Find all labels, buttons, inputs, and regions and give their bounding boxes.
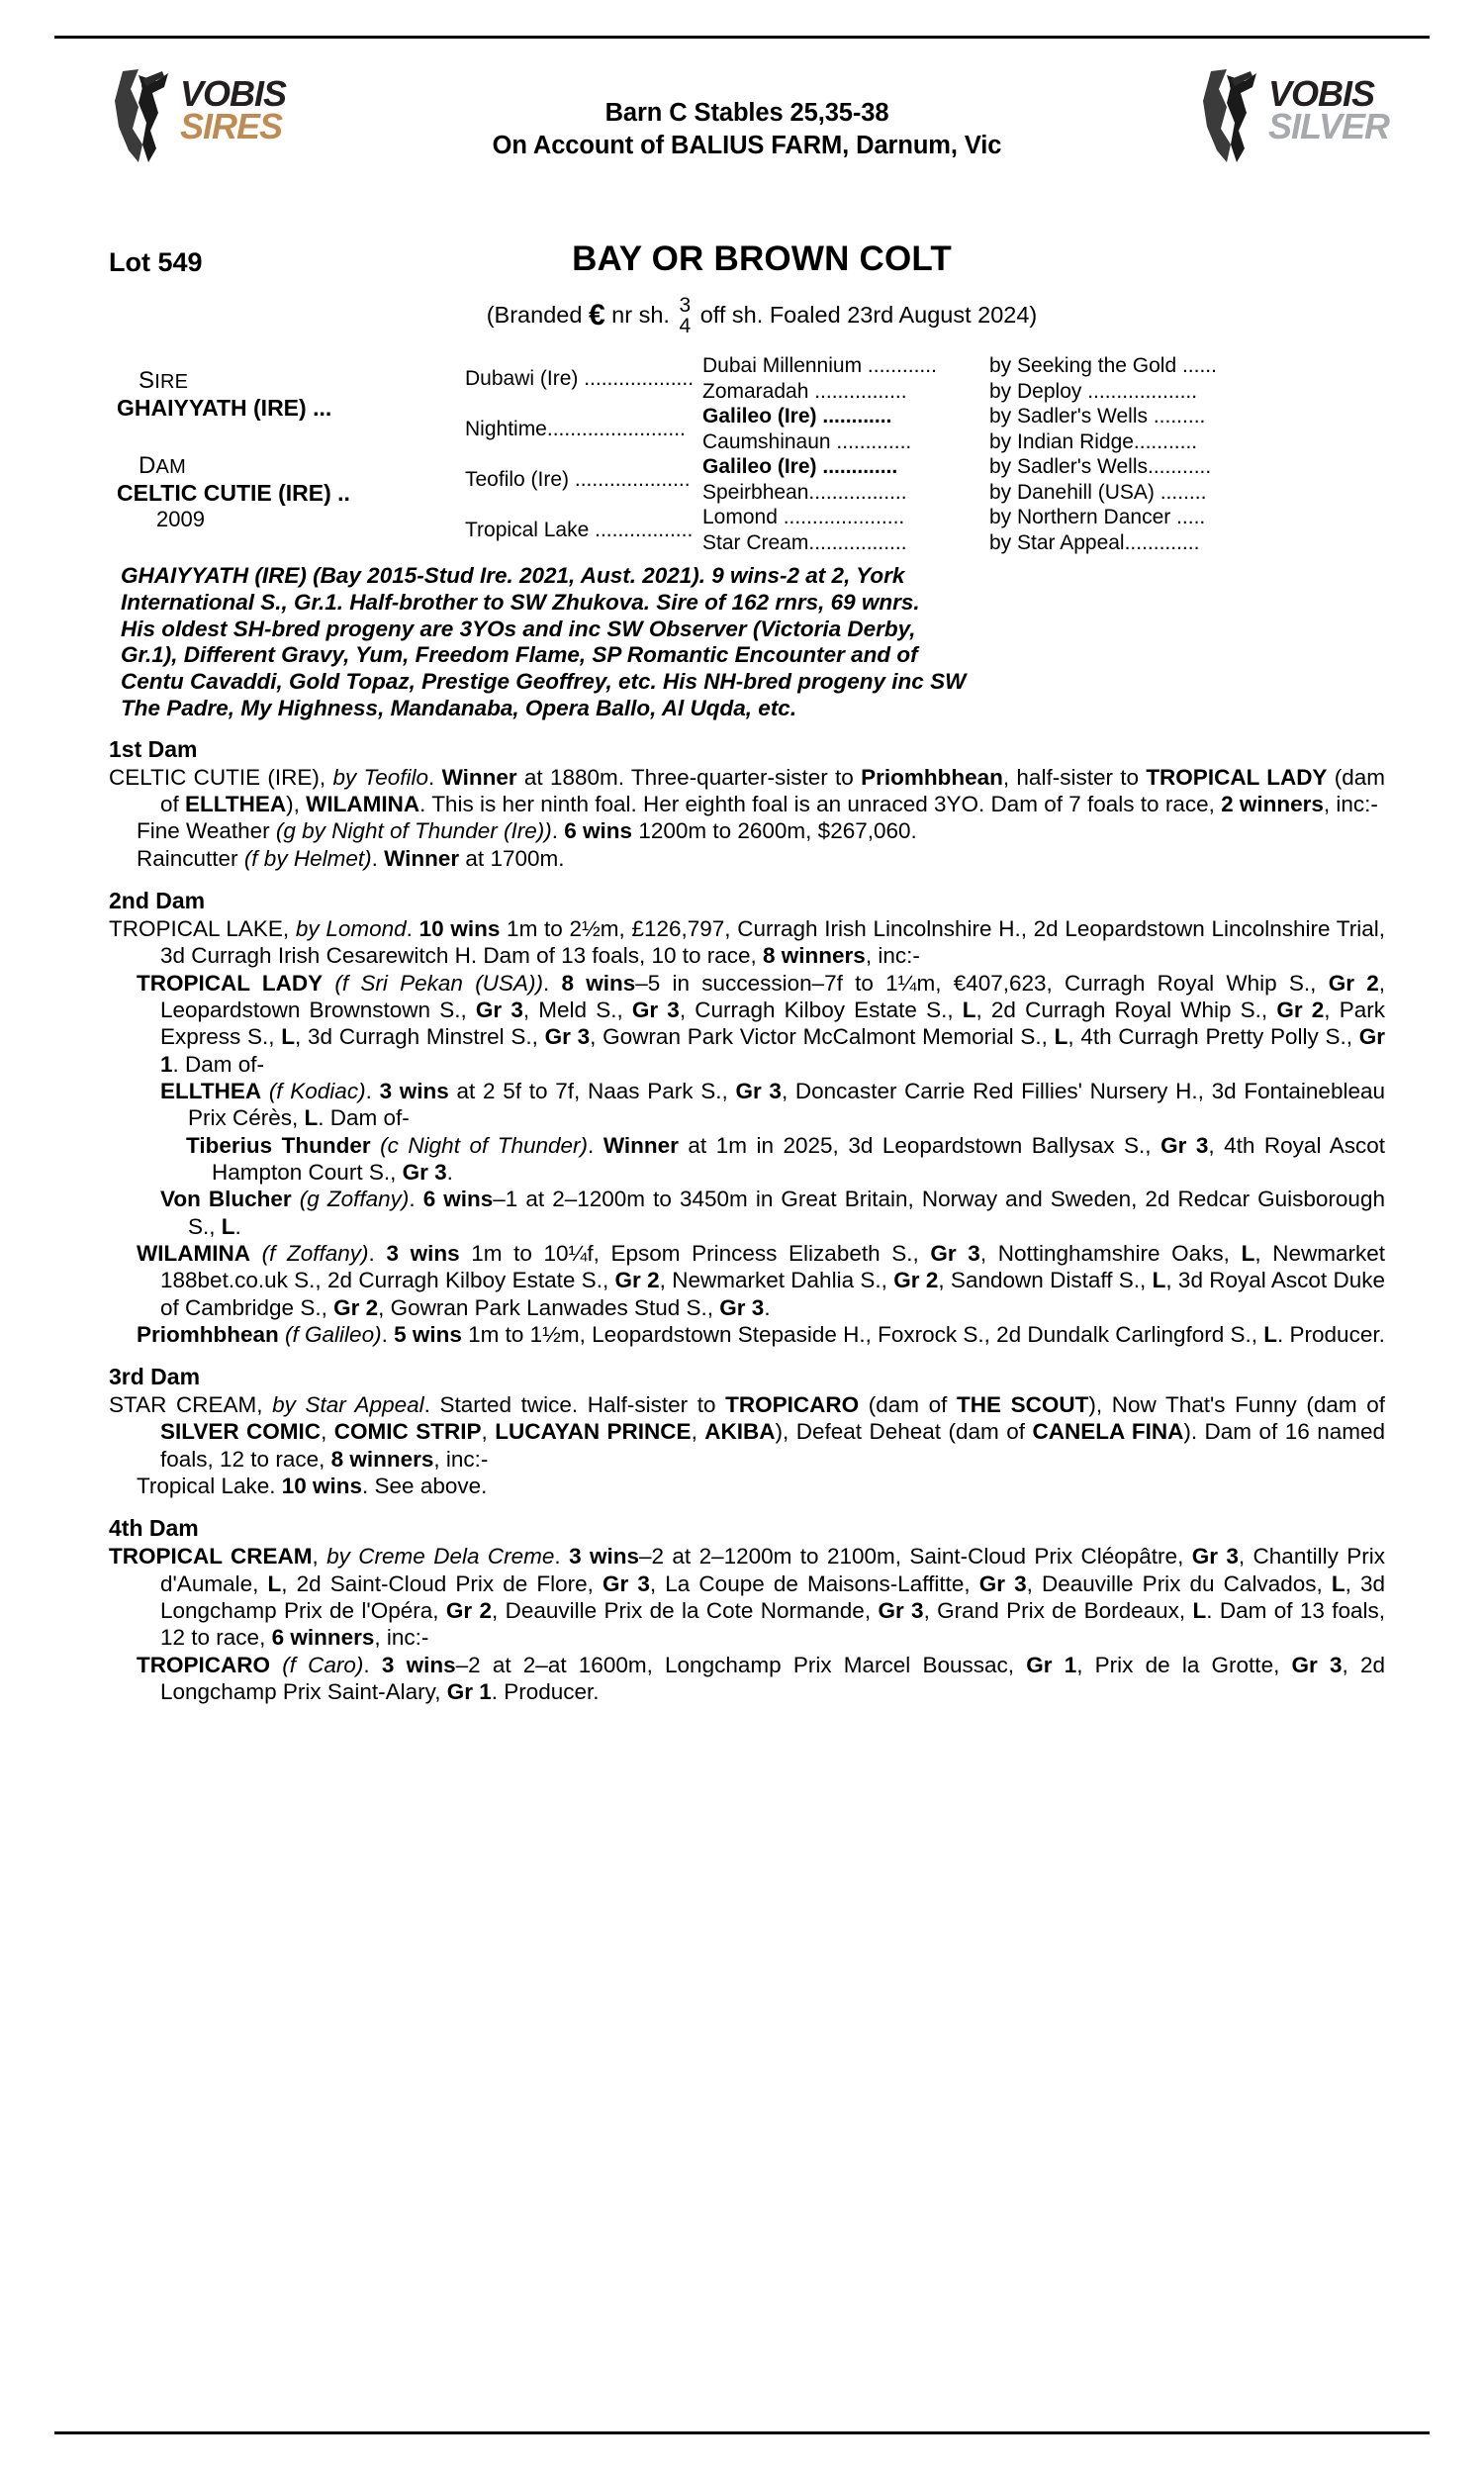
relative-name: Priomhbhean bbox=[861, 764, 1003, 790]
brand-prefix: (Branded bbox=[486, 302, 583, 329]
text-run: , bbox=[481, 1419, 496, 1445]
text-run: 1m to 10¼f, Epsom Princess Elizabeth S., bbox=[459, 1240, 931, 1266]
text-run: , Meld S., bbox=[522, 997, 632, 1022]
pedigree-cell: by Star Appeal............. bbox=[989, 530, 1200, 554]
emphasis-italic: (c Night of Thunder) bbox=[380, 1132, 589, 1158]
progeny-entry bbox=[109, 817, 1385, 844]
text-run: , bbox=[321, 1419, 334, 1445]
section-heading-4th-dam: 4th Dam bbox=[109, 1515, 199, 1542]
emphasis-bold: Gr 3 bbox=[475, 997, 523, 1022]
text-run: , inc:- bbox=[433, 1446, 489, 1472]
text-run bbox=[250, 1241, 262, 1266]
text-run bbox=[323, 971, 334, 996]
text-run: . bbox=[365, 1078, 380, 1103]
t: . bbox=[371, 845, 385, 871]
emphasis-bold: L bbox=[221, 1213, 235, 1239]
emphasis-bold: TROPICARO bbox=[137, 1652, 270, 1677]
progeny-name: Raincutter bbox=[137, 845, 244, 871]
horse-rider-icon bbox=[109, 67, 180, 166]
pedigree-cell: by Sadler's Wells........... bbox=[989, 455, 1212, 478]
emphasis-bold: 6 wins bbox=[422, 1187, 494, 1212]
text-run: . bbox=[542, 970, 562, 996]
emphasis-bold: Gr 3 bbox=[1160, 1132, 1209, 1158]
fourth-dam-entries bbox=[109, 1652, 1385, 1706]
third-dam-paragraph bbox=[109, 1391, 1385, 1473]
pedigree-entry bbox=[109, 1078, 1385, 1132]
text-run: –1 at 2–1200m to 3450m in Great Britain, Norway and Sweden, 2d Redcar Guisborough S., bbox=[188, 1187, 1385, 1239]
text-run: . Producer. bbox=[1277, 1321, 1385, 1347]
text-run: ), Defeat Deheat (dam of bbox=[775, 1419, 1033, 1445]
text-run: . Dam of- bbox=[172, 1051, 265, 1077]
text-run: , 4th Royal Ascot Hampton Court S., bbox=[212, 1132, 1385, 1185]
text-run: , Doncaster Carrie Red Fillies' Nursery H., 3d Fontainebleau Prix Cérès, bbox=[188, 1078, 1385, 1131]
winners-count: 2 winners bbox=[1221, 791, 1324, 816]
text-run: , Gowran Park Lanwades Stud S., bbox=[378, 1294, 720, 1320]
emphasis-bold: THE SCOUT bbox=[957, 1392, 1089, 1418]
text-run: , Nottinghamshire Oaks, bbox=[979, 1240, 1242, 1266]
emphasis-bold: L bbox=[1263, 1321, 1278, 1347]
bottom-rule bbox=[54, 2431, 1430, 2434]
progeny-name: Fine Weather bbox=[137, 818, 276, 844]
t: , inc:- bbox=[1323, 791, 1378, 816]
brand-fraction bbox=[679, 295, 691, 336]
text-run: , La Coupe de Maisons-Laffitte, bbox=[649, 1570, 979, 1596]
emphasis-bold: AKIBA bbox=[704, 1419, 776, 1445]
text-run: , Grand Prix de Bordeaux, bbox=[923, 1598, 1193, 1624]
second-dam-entries bbox=[109, 970, 1385, 1349]
text-run: , Deauville Prix de la Cote Normande, bbox=[492, 1598, 879, 1624]
emphasis-bold: Gr 3 bbox=[402, 1159, 447, 1185]
emphasis-bold: Gr 1 bbox=[1026, 1652, 1077, 1677]
emphasis-bold: L bbox=[1192, 1598, 1207, 1624]
pedigree-cell: by Deploy ................... bbox=[989, 379, 1198, 403]
emphasis-bold: Gr 3 bbox=[544, 1024, 591, 1050]
pedigree-cell: by Danehill (USA) ........ bbox=[989, 480, 1207, 504]
dam-name: CELTIC CUTIE (IRE) .. bbox=[117, 480, 350, 506]
pedigree-cell: Teofilo (Ire) .................... bbox=[465, 468, 691, 491]
text-run: 1m to 1½m, Leopardstown Stepaside H., Foxrock S., 2d Dundalk Carlingford S., bbox=[461, 1321, 1264, 1347]
emphasis-bold: COMIC STRIP bbox=[333, 1419, 482, 1445]
text-run: , 3d Curragh Minstrel S., bbox=[295, 1024, 545, 1050]
emphasis-italic: (f Galileo) bbox=[285, 1321, 382, 1347]
t: at 1700m. bbox=[459, 845, 565, 871]
emphasis-italic: (g Zoffany) bbox=[299, 1187, 410, 1212]
vobis-silver-wordmark bbox=[1268, 73, 1390, 147]
sire-name: GHAIYYATH (IRE) ... bbox=[117, 395, 332, 421]
pedigree-cell: Star Cream................. bbox=[702, 530, 907, 554]
barn-stables-line: Barn C Stables 25,35-38 bbox=[604, 99, 889, 127]
text-run: at 1m in 2025, 3d Leopardstown Ballysax S., bbox=[678, 1132, 1161, 1158]
text-run: , 4th Curragh Pretty Polly S., bbox=[1067, 1024, 1359, 1050]
pedigree-cell: Tropical Lake ................. bbox=[465, 519, 694, 541]
emphasis-bold: Gr 3 bbox=[603, 1570, 650, 1596]
text-run bbox=[261, 1079, 269, 1103]
emphasis-italic: by Lomond bbox=[295, 915, 407, 941]
text-run: at 2 5f to 7f, Naas Park S., bbox=[448, 1078, 736, 1103]
pedigree-cell: Caumshinaun ............. bbox=[702, 429, 912, 453]
emphasis-bold: Gr 2 bbox=[445, 1598, 493, 1624]
text-run: , Park Express S., bbox=[160, 997, 1385, 1050]
emphasis-italic: (f Kodiac) bbox=[268, 1078, 366, 1103]
emphasis-bold: 3 wins bbox=[386, 1240, 460, 1266]
pedigree-cell: Speirbhean................. bbox=[702, 480, 907, 504]
fraction-numerator: 3 bbox=[679, 294, 692, 317]
third-dam-entries bbox=[109, 1473, 1385, 1499]
fraction-denominator: 4 bbox=[679, 315, 692, 337]
emphasis-bold: Von Blucher bbox=[160, 1187, 292, 1212]
t: (dam of bbox=[160, 764, 1386, 816]
emphasis-bold: Gr 3 bbox=[978, 1570, 1027, 1596]
section-heading-3rd-dam: 3rd Dam bbox=[109, 1364, 201, 1390]
text-run: , bbox=[312, 1544, 327, 1570]
text-run: , Gowran Park Victor McCalmont Memorial S., bbox=[590, 1024, 1055, 1050]
emphasis-bold: 3 wins bbox=[381, 1652, 456, 1677]
emphasis-bold: Gr 3 bbox=[735, 1078, 782, 1103]
emphasis-bold: Priomhbhean bbox=[137, 1321, 279, 1347]
emphasis-bold: L bbox=[1152, 1268, 1166, 1293]
fourth-dam-paragraph bbox=[109, 1543, 1385, 1651]
sire-summary-line: GHAIYYATH (IRE) (Bay 2015-Stud Ire. 2021, Aust. 2021). 9 wins-2 at 2, York bbox=[121, 563, 905, 588]
emphasis-bold: Gr 1 bbox=[160, 1024, 1386, 1077]
pedigree-col-greatgrandparents bbox=[702, 353, 989, 555]
pedigree-entry bbox=[109, 1321, 1385, 1348]
pedigree-col-grandparents bbox=[465, 353, 702, 555]
first-dam-paragraph bbox=[109, 764, 1385, 818]
emphasis-bold: 10 wins bbox=[281, 1474, 363, 1499]
sires-word: SIRES bbox=[180, 106, 283, 147]
text-run: –2 at 2–at 1600m, Longchamp Prix Marcel Boussac, bbox=[455, 1652, 1027, 1677]
text-run bbox=[371, 1133, 381, 1158]
text-run: ). Dam of 16 named foals, 12 to race, bbox=[160, 1419, 1386, 1472]
sire-summary-line: International S., Gr.1. Half-brother to SW Zhukova. Sire of 162 rnrs, 69 wnrs. bbox=[121, 589, 920, 615]
emphasis-bold: TROPICARO bbox=[725, 1392, 860, 1418]
text-run: –2 at 2–1200m to 2100m, Saint-Cloud Prix Cléopâtre, bbox=[638, 1544, 1192, 1570]
text-run: ), Now That's Funny (dam of bbox=[1088, 1392, 1385, 1418]
emphasis-bold: Gr 1 bbox=[446, 1679, 492, 1705]
progeny-sire: (f by Helmet) bbox=[243, 845, 372, 871]
text-run: , Leopardstown Brownstown S., bbox=[160, 970, 1385, 1022]
text-run: (dam of bbox=[859, 1392, 957, 1418]
text-run: . bbox=[363, 1652, 382, 1677]
emphasis-bold: 6 winners bbox=[271, 1625, 375, 1651]
vobis-sires-wordmark bbox=[180, 73, 287, 147]
emphasis-bold: L bbox=[962, 997, 976, 1022]
emphasis-bold: 8 winners bbox=[330, 1446, 434, 1472]
emphasis-bold: L bbox=[267, 1570, 282, 1596]
text-run bbox=[292, 1187, 300, 1211]
lot-title-row bbox=[109, 239, 1385, 291]
sire-summary-line: Centu Cavaddi, Gold Topaz, Prestige Geoffrey, etc. His NH-bred progeny inc SW bbox=[121, 669, 967, 695]
sire-summary-paragraph bbox=[121, 563, 1375, 722]
t: at 1880m. Three-quarter-sister to bbox=[516, 764, 862, 790]
emphasis-bold: LUCAYAN PRINCE bbox=[495, 1419, 692, 1445]
emphasis-bold: Gr 3 bbox=[878, 1598, 924, 1624]
text-run: . bbox=[368, 1240, 387, 1266]
brand-near-shoulder: nr sh. bbox=[611, 302, 670, 329]
emphasis-bold: 8 winners bbox=[763, 943, 866, 969]
text-run: 1m to 2½m, £126,797, Curragh Irish Lincolnshire H., 2d Leopardstown Lincolnshire Trial, 3d Curragh Irish Cesarewitch H. Dam of 13 foals, 10 to race, bbox=[160, 915, 1385, 969]
sire-summary-line: His oldest SH-bred progeny are 3YOs and inc SW Observer (Victoria Derby, bbox=[121, 616, 916, 641]
sire-summary-line: Gr.1), Different Gravy, Yum, Freedom Flame, SP Romantic Encounter and of bbox=[121, 642, 918, 668]
horse-rider-icon bbox=[1197, 67, 1268, 166]
text-run: . bbox=[406, 915, 419, 941]
text-run: . bbox=[381, 1321, 395, 1347]
pedigree-entry bbox=[109, 1652, 1385, 1706]
text-run: TROPICAL LAKE, bbox=[109, 915, 296, 941]
sire-summary-line: The Padre, My Highness, Mandanaba, Opera Ballo, Al Uqda, etc. bbox=[121, 695, 797, 720]
progeny-entry bbox=[109, 845, 1385, 872]
progeny-sire: (g by Night of Thunder (Ire)) bbox=[275, 818, 552, 844]
silver-word: SILVER bbox=[1268, 106, 1390, 147]
t: 1200m to 2600m, $267,060. bbox=[632, 818, 917, 844]
dam-label: DAM bbox=[139, 452, 186, 479]
text-run: , 3d Longchamp Prix de l'Opéra, bbox=[160, 1570, 1386, 1624]
top-rule bbox=[54, 36, 1430, 39]
emphasis-bold: Tiberius Thunder bbox=[186, 1132, 371, 1158]
emphasis-bold: 10 wins bbox=[418, 915, 501, 941]
page-content bbox=[109, 59, 1390, 1705]
vobis-word: VOBIS bbox=[1268, 73, 1375, 114]
dam-block bbox=[117, 452, 463, 532]
pedigree-cell: by Sadler's Wells ......... bbox=[989, 405, 1206, 428]
emphasis-bold: 8 wins bbox=[561, 970, 636, 996]
relative-name: ELLTHEA bbox=[185, 791, 287, 816]
emphasis-bold: TROPICAL CREAM bbox=[109, 1544, 313, 1570]
pedigree-col-sireof bbox=[989, 353, 1385, 555]
emphasis-bold: Gr 2 bbox=[614, 1268, 660, 1293]
text-run: , Deauville Prix du Calvados, bbox=[1026, 1570, 1332, 1596]
sire-block bbox=[117, 367, 463, 422]
second-dam-paragraph bbox=[109, 915, 1385, 970]
vobis-sires-logo bbox=[109, 67, 297, 171]
pedigree-cell: Lomond ..................... bbox=[702, 506, 905, 528]
emphasis-bold: SILVER COMIC bbox=[160, 1419, 322, 1445]
wins-label: 6 wins bbox=[564, 818, 633, 844]
text-run: Tropical Lake. bbox=[137, 1474, 282, 1499]
header-center-text bbox=[356, 97, 1138, 161]
text-run: , Prix de la Grotte, bbox=[1076, 1652, 1292, 1677]
wins-label: Winner bbox=[384, 845, 460, 871]
emphasis-bold: Winner bbox=[603, 1132, 679, 1158]
section-heading-1st-dam: 1st Dam bbox=[109, 735, 198, 762]
page-header bbox=[109, 59, 1390, 238]
lot-number: Lot 549 bbox=[109, 247, 203, 277]
text-run: , Chantilly Prix d'Aumale, bbox=[160, 1544, 1385, 1596]
text-run: , 2d Saint-Cloud Prix de Flore, bbox=[281, 1570, 603, 1596]
t: ), bbox=[286, 791, 307, 816]
pedigree-cell: by Indian Ridge........... bbox=[989, 429, 1198, 453]
emphasis-italic: (f Sri Pekan (USA)) bbox=[334, 970, 543, 996]
brand-suffix: off sh. Foaled 23rd August 2024) bbox=[699, 302, 1038, 329]
text-run: . Producer. bbox=[491, 1679, 600, 1705]
t: . bbox=[428, 764, 442, 790]
text-run: . bbox=[446, 1159, 453, 1185]
text-run: , 3d Royal Ascot Duke of Cambridge S., bbox=[160, 1268, 1386, 1320]
text-run: . bbox=[764, 1294, 771, 1320]
emphasis-bold: ELLTHEA bbox=[160, 1078, 262, 1103]
emphasis-italic: by Star Appeal bbox=[272, 1392, 424, 1418]
text-run: . Dam of 13 foals, 12 to race, bbox=[160, 1598, 1386, 1651]
text-run: , Newmarket 188bet.co.uk S., 2d Curragh Kilboy Estate S., bbox=[160, 1240, 1385, 1293]
emphasis-bold: L bbox=[1331, 1570, 1345, 1596]
emphasis-bold: L bbox=[1054, 1024, 1068, 1050]
dam-name-text: CELTIC CUTIE (IRE), bbox=[109, 764, 333, 790]
t: . bbox=[551, 818, 565, 844]
text-run: . Started twice. Half-sister to bbox=[423, 1392, 726, 1418]
text-run: . bbox=[554, 1544, 570, 1570]
emphasis-bold: L bbox=[304, 1105, 319, 1131]
t: . This is her ninth foal. Her eighth foal is an unraced 3YO. Dam of 7 foals to race, bbox=[419, 791, 1222, 816]
relative-name: TROPICAL LADY bbox=[1146, 764, 1328, 790]
emphasis-bold: Gr 3 bbox=[1191, 1544, 1239, 1570]
section-heading-2nd-dam: 2nd Dam bbox=[109, 887, 206, 913]
euro-brand-glyph-icon: € bbox=[588, 299, 605, 333]
text-run: STAR CREAM, bbox=[109, 1392, 273, 1418]
pedigree-entry bbox=[109, 1473, 1385, 1499]
vobis-word: VOBIS bbox=[180, 73, 287, 114]
pedigree-cell: Dubawi (Ire) ................... bbox=[465, 367, 695, 390]
emphasis-bold: CANELA FINA bbox=[1032, 1419, 1184, 1445]
pedigree-entry bbox=[109, 1132, 1385, 1187]
text-run: , Newmarket Dahlia S., bbox=[659, 1268, 894, 1293]
emphasis-bold: Gr 3 bbox=[719, 1294, 765, 1320]
text-run: . bbox=[409, 1187, 423, 1212]
text-run: , Curragh Kilboy Estate S., bbox=[679, 997, 963, 1022]
emphasis-bold: Gr 3 bbox=[1291, 1652, 1343, 1677]
emphasis-bold: L bbox=[1241, 1240, 1255, 1266]
pedigree-cell: by Northern Dancer ..... bbox=[989, 506, 1206, 528]
relative-name: WILAMINA bbox=[306, 791, 420, 816]
emphasis-italic: by Creme Dela Creme bbox=[326, 1544, 555, 1570]
vobis-silver-logo bbox=[1197, 67, 1390, 171]
pedigree-cell: Galileo (Ire) ............ bbox=[702, 405, 892, 428]
emphasis-bold: WILAMINA bbox=[137, 1240, 250, 1266]
emphasis-bold: Gr 2 bbox=[333, 1294, 379, 1320]
pedigree-entry bbox=[109, 1240, 1385, 1321]
page-title: BAY OR BROWN COLT bbox=[572, 239, 952, 278]
pedigree-cell: Nightime........................ bbox=[465, 418, 686, 440]
winner-label: Winner bbox=[441, 764, 517, 790]
text-run: . Dam of- bbox=[318, 1105, 410, 1131]
emphasis-bold: TROPICAL LADY bbox=[137, 970, 324, 996]
text-run: , inc:- bbox=[865, 943, 920, 969]
text-run: –5 in succession–7f to 1¼m, €407,623, Curragh Royal Whip S., bbox=[635, 970, 1329, 996]
pedigree-cell: by Seeking the Gold ...... bbox=[989, 354, 1217, 377]
pedigree-cell: Galileo (Ire) ............. bbox=[702, 455, 898, 478]
text-run: . bbox=[588, 1132, 603, 1158]
dam-year: 2009 bbox=[156, 507, 205, 531]
on-account-line: On Account of BALIUS FARM, Darnum, Vic bbox=[492, 131, 1002, 159]
t: , half-sister to bbox=[1002, 764, 1147, 790]
emphasis-bold: Gr 2 bbox=[893, 1268, 939, 1293]
emphasis-bold: Gr 2 bbox=[1328, 970, 1379, 996]
pedigree-cell: Dubai Millennium ............ bbox=[702, 354, 937, 377]
text-run: , Sandown Distaff S., bbox=[938, 1268, 1153, 1293]
brand-foaled-line bbox=[139, 296, 1385, 337]
emphasis-bold: Gr 3 bbox=[631, 997, 680, 1022]
emphasis-bold: 5 wins bbox=[394, 1321, 462, 1347]
text-run: , 2d Curragh Royal Whip S., bbox=[975, 997, 1277, 1022]
emphasis-bold: Gr 2 bbox=[1276, 997, 1325, 1022]
emphasis-italic: (f Caro) bbox=[282, 1652, 364, 1677]
text-run: , bbox=[691, 1419, 705, 1445]
emphasis-bold: 3 wins bbox=[569, 1544, 639, 1570]
dam-sire-text: by Teofilo bbox=[332, 764, 429, 790]
emphasis-bold: 3 wins bbox=[379, 1078, 449, 1103]
pedigree-entry bbox=[109, 1186, 1385, 1240]
emphasis-bold: L bbox=[281, 1024, 296, 1050]
text-run: , inc:- bbox=[374, 1625, 429, 1651]
text-run: , 2d Longchamp Prix Saint-Alary, bbox=[160, 1652, 1385, 1705]
emphasis-bold: Gr 3 bbox=[930, 1240, 980, 1266]
pedigree-entry bbox=[109, 970, 1385, 1078]
emphasis-italic: (f Zoffany) bbox=[261, 1240, 369, 1266]
pedigree-table bbox=[109, 353, 1385, 554]
text-run: . bbox=[234, 1213, 241, 1239]
text-run bbox=[270, 1653, 282, 1677]
sire-label: SIRE bbox=[139, 367, 189, 394]
pedigree-cell: Zomaradah ................ bbox=[702, 379, 907, 403]
text-run: . See above. bbox=[362, 1474, 488, 1499]
